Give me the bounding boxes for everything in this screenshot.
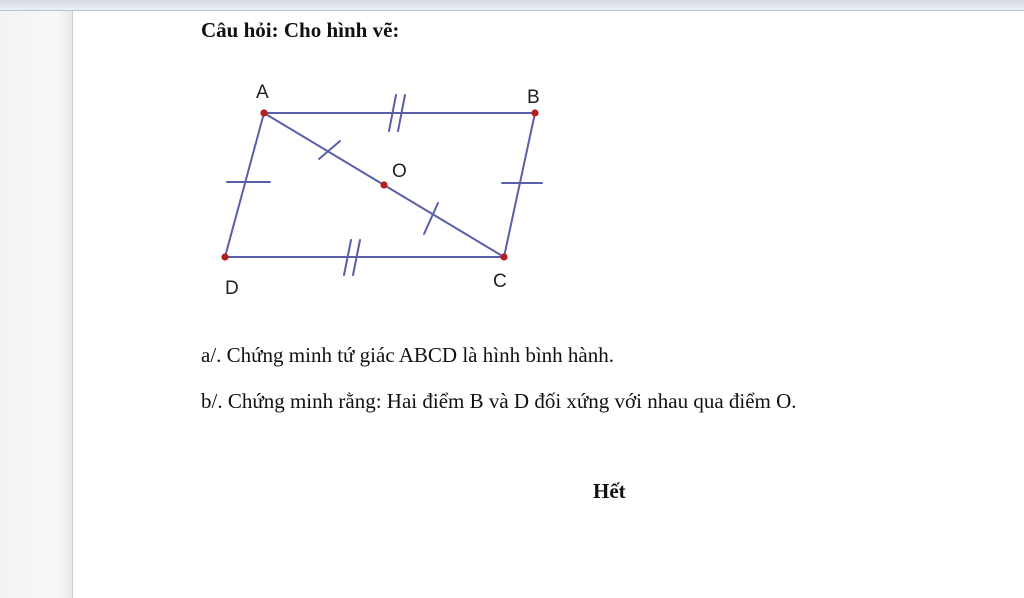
label-b: B [527,87,540,108]
question-part-a: a/. Chứng minh tứ giác ABCD là hình bình hành. [201,343,614,367]
label-c: C [493,271,507,292]
point-c [500,253,507,260]
tick-oc [424,203,438,234]
end-label: Hết [593,479,626,503]
label-a: A [256,82,269,103]
point-a [260,109,267,116]
label-o: O [392,161,407,182]
side-da [225,113,264,257]
question-label: Câu hỏi: Cho hình vẽ: [201,18,400,42]
point-d [221,253,228,260]
point-o [380,181,387,188]
side-bc [504,113,535,257]
question-part-b: b/. Chứng minh rằng: Hai điểm B và D đối xứng với nhau qua điểm O. [201,389,797,413]
point-b [531,109,538,116]
label-d: D [225,278,239,299]
